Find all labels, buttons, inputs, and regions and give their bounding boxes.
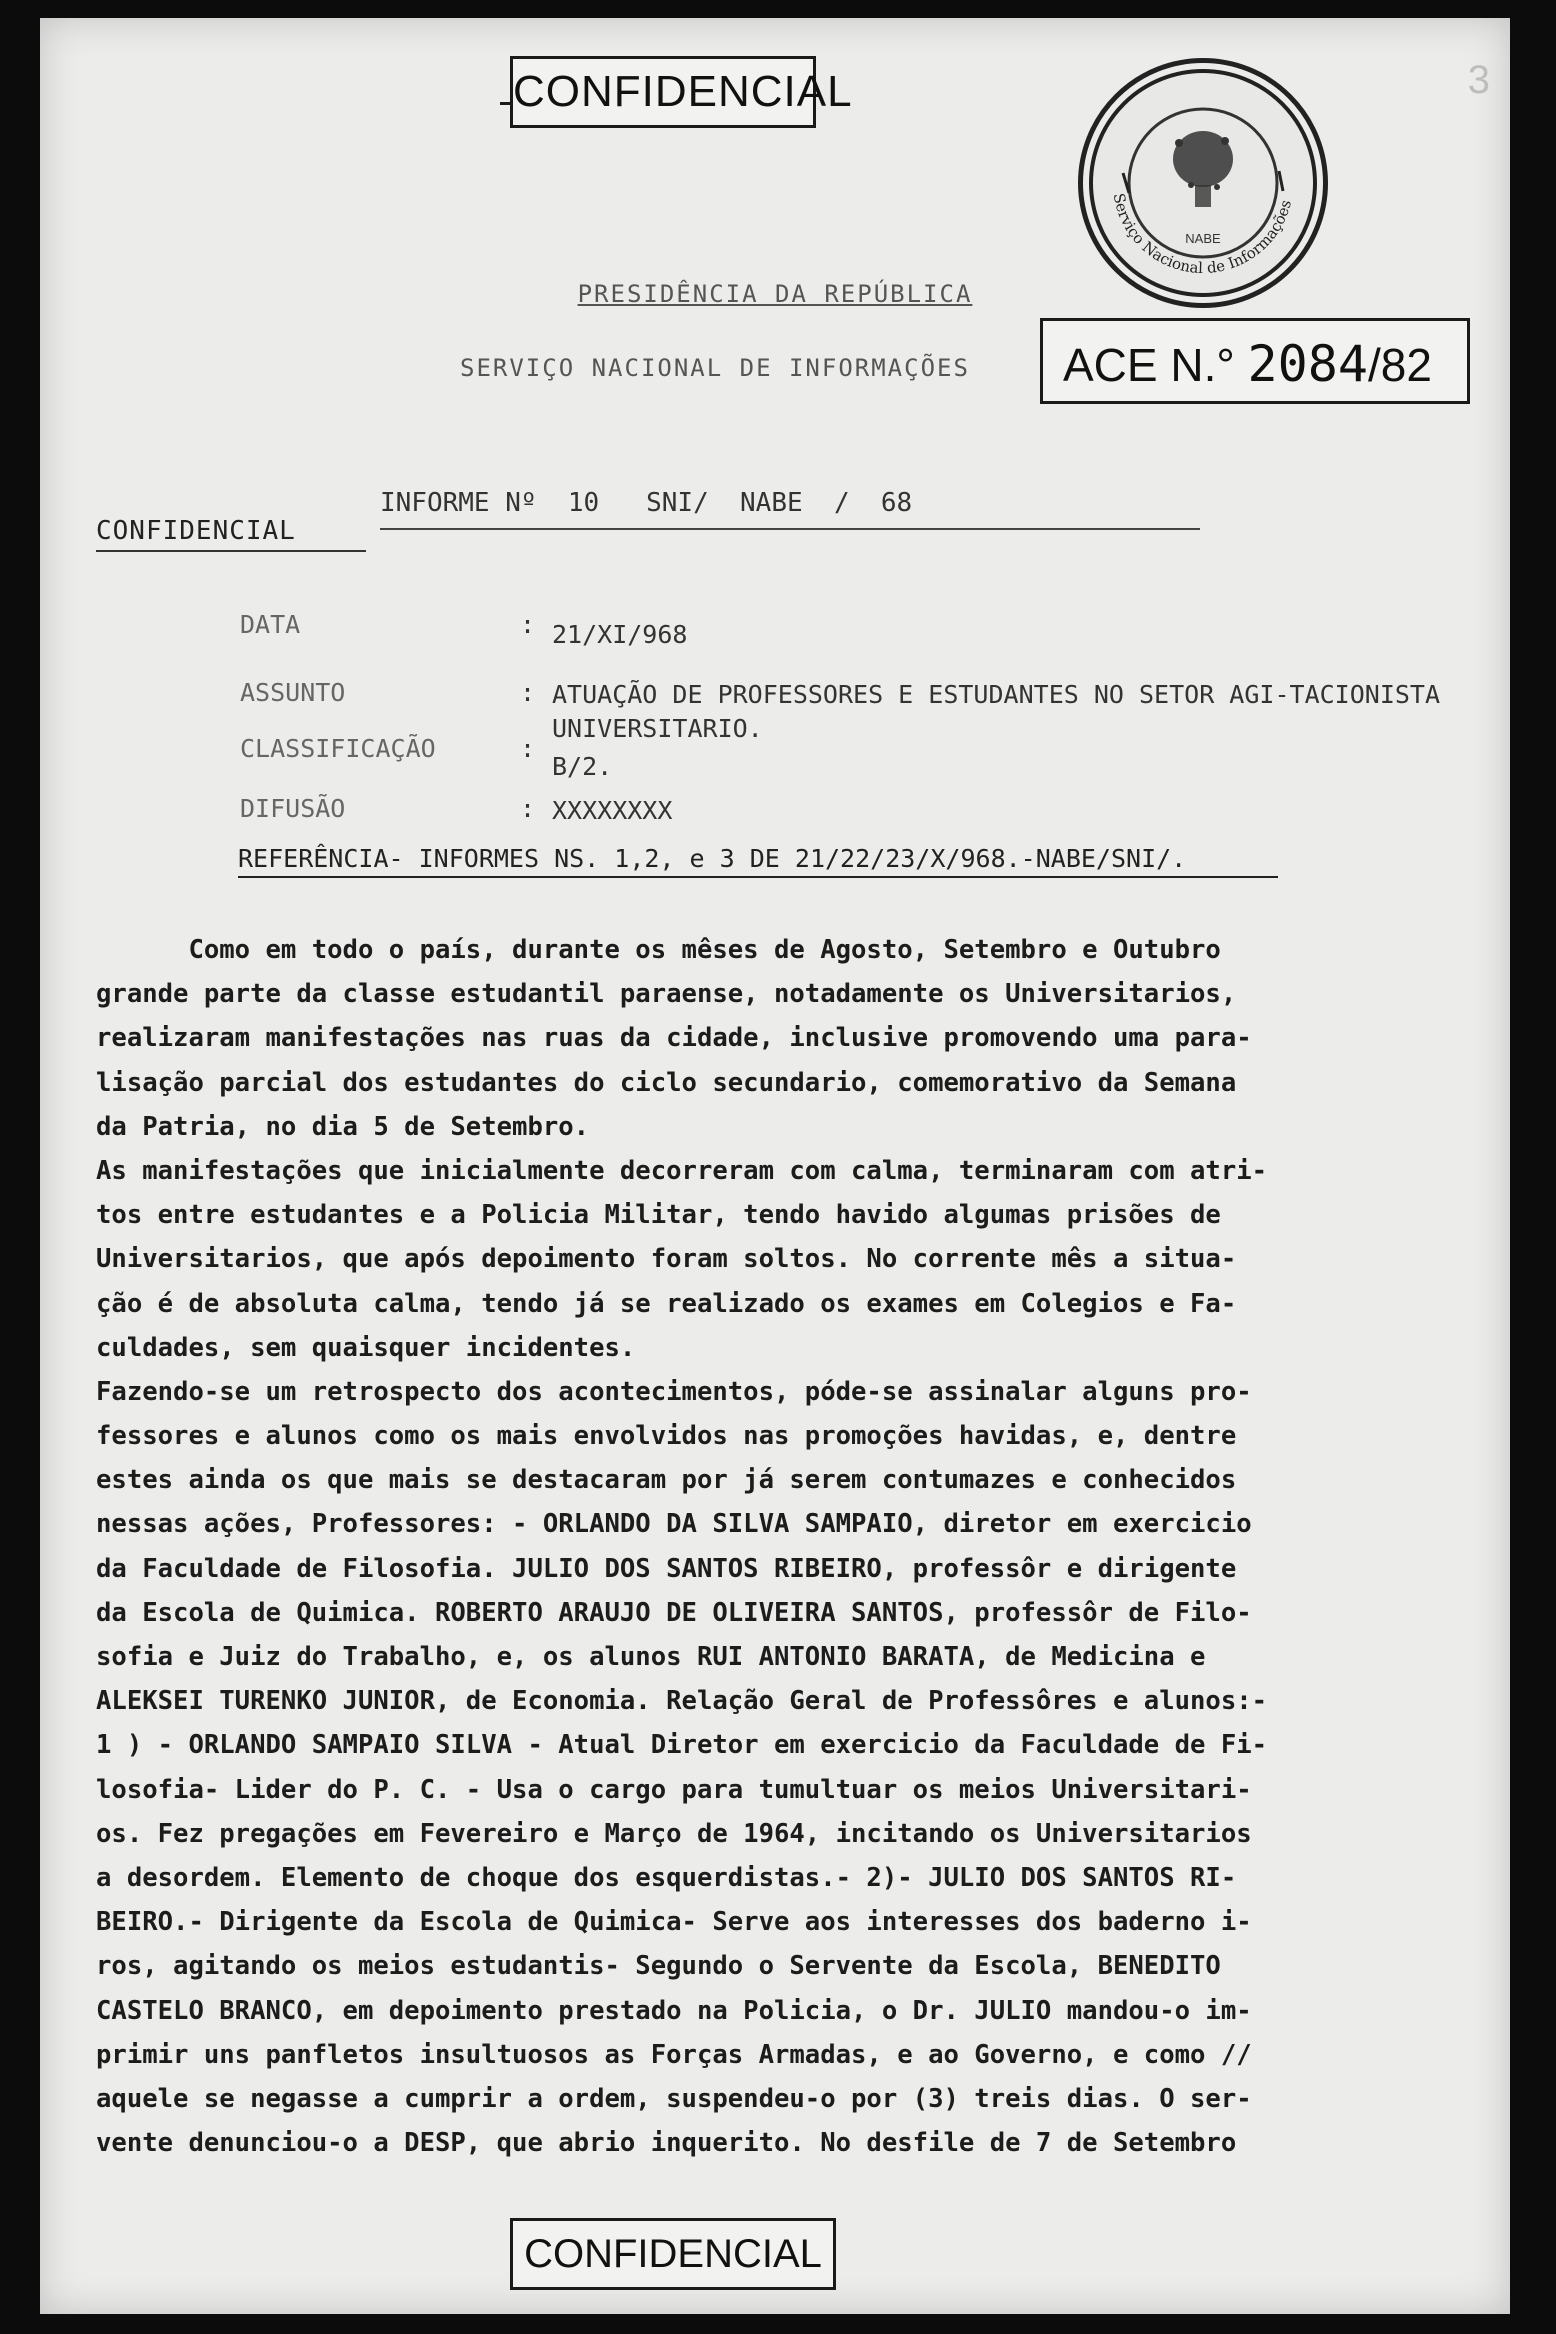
colon: : [520, 794, 536, 823]
referencia-underline [238, 876, 1278, 878]
body-line: os. Fez pregações em Fevereiro e Março de 1964, incitando os Universitarios [96, 1818, 1252, 1849]
body-line: As manifestações que inicialmente decorreram com calma, terminaram com atri- [96, 1155, 1268, 1186]
body-line: Universitarios, que após depoimento foram soltos. No corrente mês a situa- [96, 1244, 1237, 1275]
body-line: ção é de absoluta calma, tendo já se realizado os exames em Colegios e Fa- [96, 1288, 1237, 1319]
colon: : [520, 734, 536, 763]
header-sni: SERVIÇO NACIONAL DE INFORMAÇÕES [460, 354, 970, 382]
body-line: a desordem. Elemento de choque dos esquerdistas.- 2)- JULIO DOS SANTOS RI- [96, 1862, 1237, 1893]
data-label: DATA [240, 610, 301, 639]
difusao-label: DIFUSÃO [240, 794, 346, 823]
colon: : [520, 678, 536, 707]
report-body [96, 928, 1486, 2165]
body-line: da Faculdade de Filosofia. JULIO DOS SANTOS RIBEIRO, professôr e dirigente [96, 1553, 1237, 1584]
document-page [40, 18, 1510, 2314]
body-line: Como em todo o país, durante os mêses de Agosto, Setembro e Outubro [96, 935, 1221, 965]
body-line: nessas ações, Professores: - ORLANDO DA SILVA SAMPAIO, diretor em exercicio [96, 1509, 1252, 1540]
body-line: da Escola de Quimica. ROBERTO ARAUJO DE OLIVEIRA SANTOS, professôr de Filo- [96, 1597, 1252, 1628]
data-value: 21/XI/968 [552, 620, 688, 649]
classificacao-value: B/2. [552, 752, 613, 781]
body-line: ALEKSEI TURENKO JUNIOR, de Economia. Relação Geral de Professôres e alunos:- [96, 1686, 1268, 1717]
body-line: losofia- Lider do P. C. - Usa o cargo para tumultuar os meios Universitari- [96, 1774, 1252, 1805]
body-line: ros, agitando os meios estudantis- Segundo o Servente da Escola, BENEDITO [96, 1951, 1221, 1982]
body-line: primir uns panfletos insultuosos as Forças Armadas, e ao Governo, e como // [96, 2039, 1252, 2070]
confidential-stamp-top: CONFIDENCIAL [510, 56, 816, 128]
body-line: sofia e Juiz do Trabalho, e, os alunos RUI ANTONIO BARATA, de Medicina e [96, 1642, 1206, 1672]
body-line: 1 ) - ORLANDO SAMPAIO SILVA - Atual Diretor em exercicio da Faculdade de Fi- [96, 1730, 1268, 1761]
ace-number-stamp [1040, 318, 1470, 404]
body-line: BEIRO.- Dirigente da Escola de Quimica- Serve aos interesses dos baderno i- [96, 1907, 1252, 1938]
body-line: vente denunciou-o a DESP, que abrio inquerito. No desfile de 7 de Setembro [96, 2128, 1237, 2159]
body-line: realizaram manifestações nas ruas da cidade, inclusive promovendo uma para- [96, 1023, 1252, 1054]
body-line: da Patria, no dia 5 de Setembro. [96, 1111, 590, 1142]
referencia-line: REFERÊNCIA- INFORMES NS. 1,2, e 3 DE 21/22/23/X/968.-NABE/SNI/. [238, 844, 1187, 873]
ace-number: 2084 [1247, 335, 1368, 393]
body-line: CASTELO BRANCO, em depoimento prestado na Policia, o Dr. JULIO mandou-o im- [96, 1995, 1252, 2026]
ace-label: ACE N.° [1063, 339, 1235, 391]
body-line: fessores e alunos como os mais envolvidos nas promoções havidas, e, dentre [96, 1421, 1237, 1452]
sni-seal [1078, 58, 1328, 308]
body-line: aquele se negasse a cumprir a ordem, suspendeu-o por (3) treis dias. O ser- [96, 2083, 1252, 2114]
body-line: Fazendo-se um retrospecto dos acontecimentos, póde-se assinalar alguns pro- [96, 1376, 1252, 1407]
informe-underline [380, 528, 1200, 530]
body-line: estes ainda os que mais se destacaram por já serem contumazes e conhecidos [96, 1465, 1237, 1496]
assunto-label: ASSUNTO [240, 678, 346, 707]
assunto-value: ATUAÇÃO DE PROFESSORES E ESTUDANTES NO SETOR AGI-TACIONISTA UNIVERSITARIO. [552, 680, 1441, 743]
informe-number: INFORME Nº 10 SNI/ NABE / 68 [380, 488, 913, 518]
colon: : [520, 610, 536, 639]
classificacao-label: CLASSIFICAÇÃO [240, 734, 436, 763]
header-presidencia: PRESIDÊNCIA DA REPÚBLICA [577, 280, 973, 308]
seal-abbr: NABE [1185, 231, 1221, 246]
body-line: grande parte da classe estudantil paraense, notadamente os Universitarios, [96, 979, 1237, 1010]
classification-underline [96, 550, 366, 552]
classification-left: CONFIDENCIAL [96, 516, 296, 546]
seal-graphic [1083, 63, 1323, 303]
body-line: lisação parcial dos estudantes do ciclo secundario, comemorativo da Semana [96, 1067, 1237, 1098]
confidential-stamp-bottom: CONFIDENCIAL [510, 2218, 836, 2290]
difusao-value: XXXXXXXX [552, 796, 673, 825]
body-line: tos entre estudantes e a Policia Militar, tendo havido algumas prisões de [96, 1200, 1221, 1231]
ace-suffix: /82 [1367, 339, 1432, 391]
page-corner-number: 3 [1467, 58, 1490, 102]
seal-text: Serviço Nacional de Informações [1109, 191, 1296, 278]
body-line: culdades, sem quaisquer incidentes. [96, 1332, 636, 1363]
